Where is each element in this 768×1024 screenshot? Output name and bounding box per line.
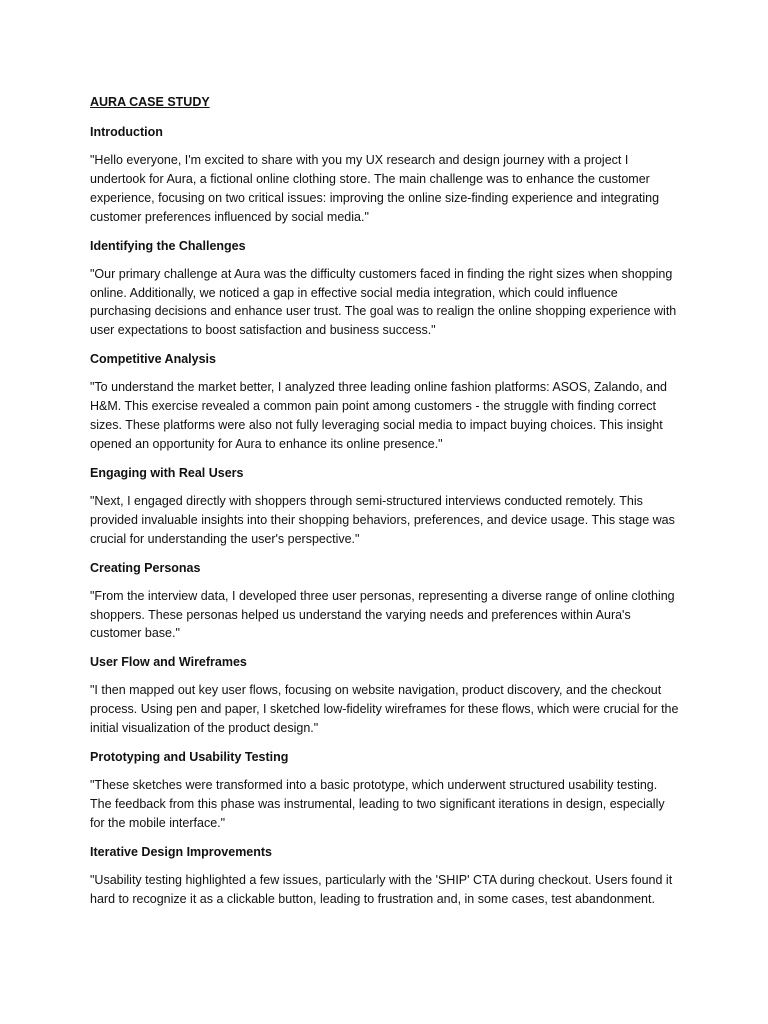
section-body: "Next, I engaged directly with shoppers through semi-structured interviews conducted remotely. This provided invaluable insights into their shopping behaviors, preferences, and device usage. This stage was crucial for understanding the user's perspective." xyxy=(90,493,675,546)
section-heading: Introduction xyxy=(90,125,163,139)
section-body: "From the interview data, I developed three user personas, representing a diverse range of online clothing shoppers. These personas helped us understand the varying needs and preferences within Aura's customer base." xyxy=(90,588,675,641)
section-heading: Competitive Analysis xyxy=(90,352,216,367)
section-competitive-analysis xyxy=(90,350,680,454)
section-heading: Creating Personas xyxy=(90,560,201,575)
document-page xyxy=(90,93,680,919)
section-heading: Prototyping and Usability Testing xyxy=(90,750,289,765)
section-body: "These sketches were transformed into a basic prototype, which underwent structured usability testing. The feedback from this phase was instrumental, leading to two significant iterations in design, especially for the mobile interface." xyxy=(90,778,665,830)
document-title: AURA CASE STUDY xyxy=(90,95,210,109)
section-heading: User Flow and Wireframes xyxy=(90,655,247,670)
section-heading: Iterative Design Improvements xyxy=(90,844,273,859)
section-body: "I then mapped out key user flows, focusing on website navigation, product discovery, and the checkout process. Using pen and paper, I sketched low-fidelity wireframes for these flows, which were crucial for the initial visualization of the product design." xyxy=(90,683,679,736)
section-body: "Usability testing highlighted a few issues, particularly with the 'SHIP' CTA during checkout. Users found it hard to recognize it as a clickable button, leading to frustration and, in some cases, test abandonment. xyxy=(90,872,673,906)
section-heading: Engaging with Real Users xyxy=(90,465,244,480)
section-body: "To understand the market better, I analyzed three leading online fashion platforms: ASOS, Zalando, and H&M. This exercise revealed a common pain point among customers - the struggle with finding correct sizes. These platforms were also not fully leveraging social media to impact buying choices. This insight opened an opportunity for Aura to enhance its online presence." xyxy=(90,380,668,451)
section-engaging-with-real-users xyxy=(90,464,680,549)
section-body: "Our primary challenge at Aura was the difficulty customers faced in finding the right sizes when shopping online. Additionally, we noticed a gap in effective social media integration, which could influence purchasing decisions and enhance user trust. The goal was to realign the online shopping experience with user expectations to boost satisfaction and business success." xyxy=(90,266,677,338)
section-body: "Hello everyone, I'm excited to share with you my UX research and design journey with a project I undertook for Aura, a fictional online clothing store. The main challenge was to enhance the customer experience, focusing on two critical issues: improving the online size-finding experience and integrating customer preferences influenced by social media." xyxy=(90,153,660,224)
section-prototyping-and-usability-testing xyxy=(90,748,680,833)
section-introduction xyxy=(90,123,680,227)
section-creating-personas xyxy=(90,559,680,644)
section-iterative-design-improvements xyxy=(90,843,680,909)
section-heading: Identifying the Challenges xyxy=(90,238,246,253)
section-user-flow-and-wireframes xyxy=(90,653,680,738)
section-identifying-the-challenges xyxy=(90,237,680,341)
